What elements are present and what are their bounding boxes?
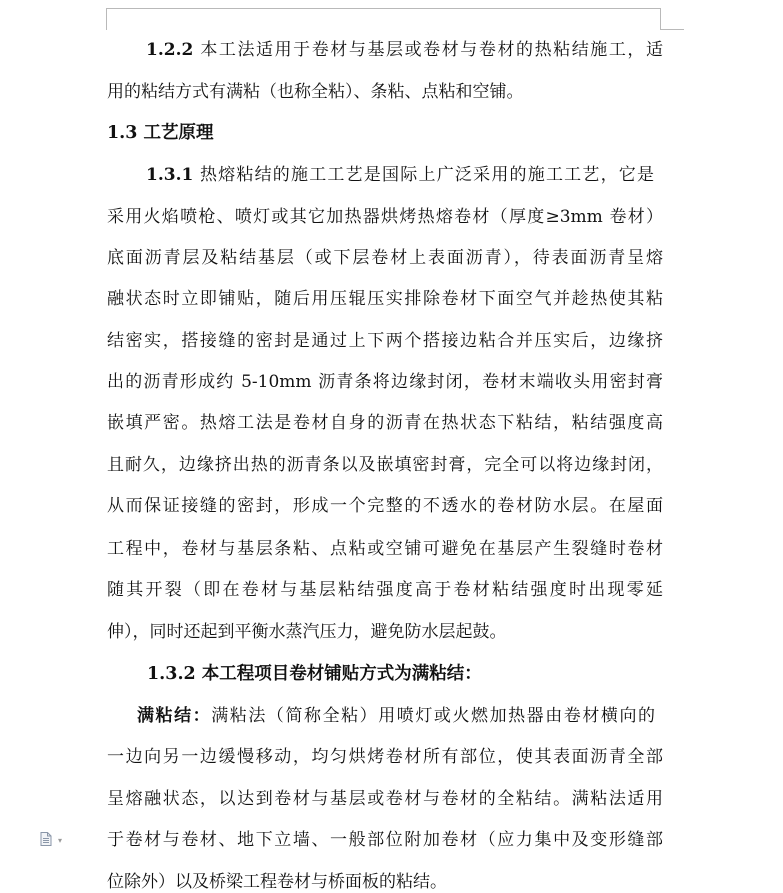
paragraph-full-line-1: 满粘结：满粘法（简称全粘）用喷灯或火燃加热器由卷材横向的 bbox=[137, 706, 656, 726]
margin-corner-top bbox=[106, 8, 660, 9]
paragraph-131-line-12: 伸），同时还起到平衡水蒸汽压力，避免防水层起鼓。 bbox=[107, 622, 507, 642]
paragraph-full-line-3: 呈熔融状态，以达到卷材与基层或卷材与卷材的全粘结。满粘法适用 bbox=[107, 789, 663, 809]
dropdown-caret-icon[interactable]: ▾ bbox=[58, 836, 63, 845]
clause-number: 1.3.1 bbox=[146, 165, 194, 185]
paragraph-full-line-5: 位除外）以及桥梁工程卷材与桥面板的粘结。 bbox=[107, 872, 447, 892]
paragraph-122-line-2: 用的粘结方式有满粘（也称全粘）、条粘、点粘和空铺。 bbox=[107, 82, 524, 102]
paragraph-131-line-6: 出的沥青形成约 5-10mm 沥青条将边缘封闭，卷材末端收头用密封膏 bbox=[107, 372, 663, 392]
paragraph-131-line-2: 采用火焰喷枪、喷灯或其它加热器烘烤热熔卷材（厚度≥3mm 卷材） bbox=[107, 207, 663, 227]
paragraph-131-line-8: 且耐久，边缘挤出热的沥青条以及嵌填密封膏，完全可以将边缘封闭， bbox=[107, 455, 663, 475]
paragraph-131-line-9: 从而保证接缝的密封，形成一个完整的不透水的卷材防水层。在屋面 bbox=[107, 496, 663, 516]
document-icon[interactable] bbox=[40, 832, 52, 846]
paragraph-122-line-1: 1.2.2 本工法适用于卷材与基层或卷材与卷材的热粘结施工，适 bbox=[146, 40, 664, 60]
paragraph-131-line-1: 1.3.1 热熔粘结的施工工艺是国际上广泛采用的施工工艺，它是 bbox=[146, 165, 655, 185]
paragraph-full-line-4: 于卷材与卷材、地下立墙、一般部位附加卷材（应力集中及变形缝部 bbox=[107, 830, 663, 850]
term-lead: 满粘结： bbox=[137, 706, 212, 726]
paragraph-full-line-2: 一边向另一边缓慢移动，均匀烘烤卷材所有部位，使其表面沥青全部 bbox=[107, 747, 663, 767]
section-heading-13: 1.3 工艺原理 bbox=[107, 123, 214, 143]
paragraph-131-line-4: 融状态时立即铺贴，随后用压辊压实排除卷材下面空气并趁热使其粘 bbox=[107, 289, 663, 309]
paragraph-131-line-7: 嵌填严密。热熔工法是卷材自身的沥青在热状态下粘结，粘结强度高 bbox=[107, 413, 663, 433]
margin-corner-right bbox=[660, 8, 661, 30]
paragraph-131-line-3: 底面沥青层及粘结基层（或下层卷材上表面沥青），待表面沥青呈熔 bbox=[107, 248, 663, 268]
clause-number: 1.2.2 bbox=[146, 40, 194, 60]
margin-corner-left bbox=[106, 8, 107, 30]
margin-corner-right-tick bbox=[660, 29, 684, 30]
paragraph-131-line-5: 结密实，搭接缝的密封是通过上下两个搭接边粘合并压实后，边缘挤 bbox=[107, 331, 663, 351]
paragraph-131-line-10: 工程中，卷材与基层条粘、点粘或空铺可避免在基层产生裂缝时卷材 bbox=[107, 539, 663, 559]
paragraph-131-line-11: 随其开裂（即在卷材与基层粘结强度高于卷材粘结强度时出现零延 bbox=[107, 580, 663, 600]
section-heading-132: 1.3.2 本工程项目卷材铺贴方式为满粘结： bbox=[147, 664, 482, 684]
